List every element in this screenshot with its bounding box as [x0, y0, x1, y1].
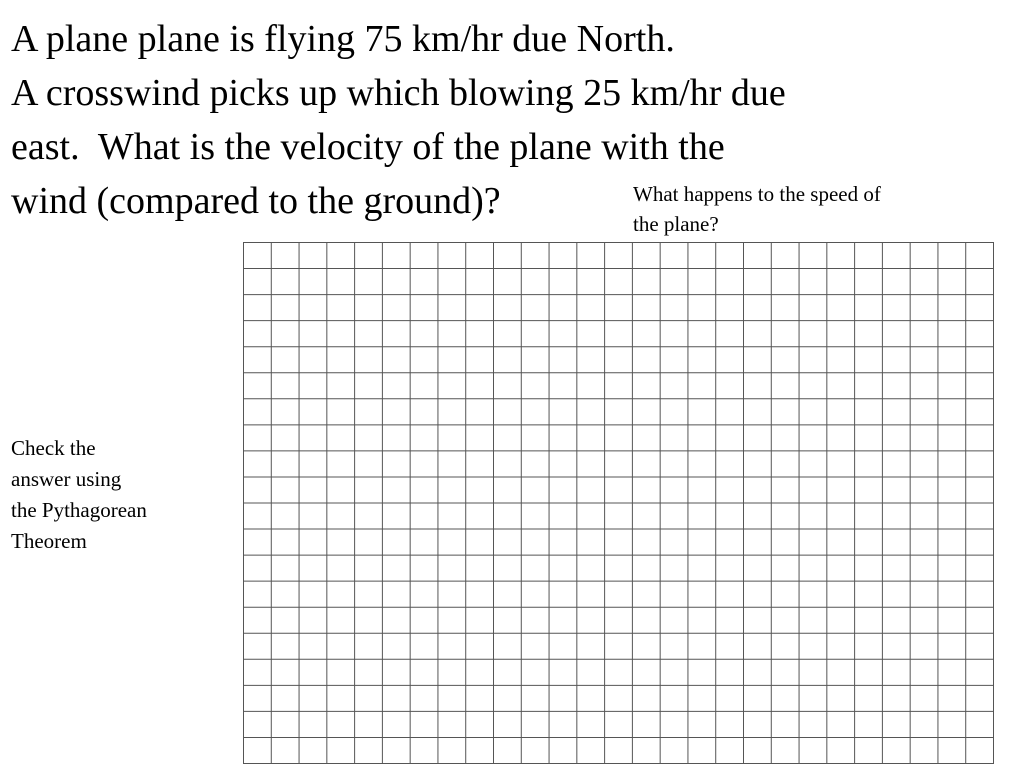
check-note-line: Check the: [11, 436, 96, 460]
check-note-line: the Pythagorean: [11, 498, 147, 522]
problem-line: wind (compared to the ground)?: [11, 180, 501, 222]
pythagorean-check-note: [11, 433, 211, 557]
problem-line: A crosswind picks up which blowing 25 km/hr due: [11, 72, 786, 114]
graph-paper-grid[interactable]: [243, 242, 994, 764]
check-note-line: Theorem: [11, 529, 87, 553]
problem-line: A plane plane is flying 75 km/hr due North.: [11, 18, 675, 60]
speed-question: [633, 179, 963, 239]
problem-line: east. What is the velocity of the plane with the: [11, 126, 725, 168]
speed-question-line: the plane?: [633, 212, 719, 236]
speed-question-line: What happens to the speed of: [633, 182, 881, 206]
check-note-line: answer using: [11, 467, 122, 491]
